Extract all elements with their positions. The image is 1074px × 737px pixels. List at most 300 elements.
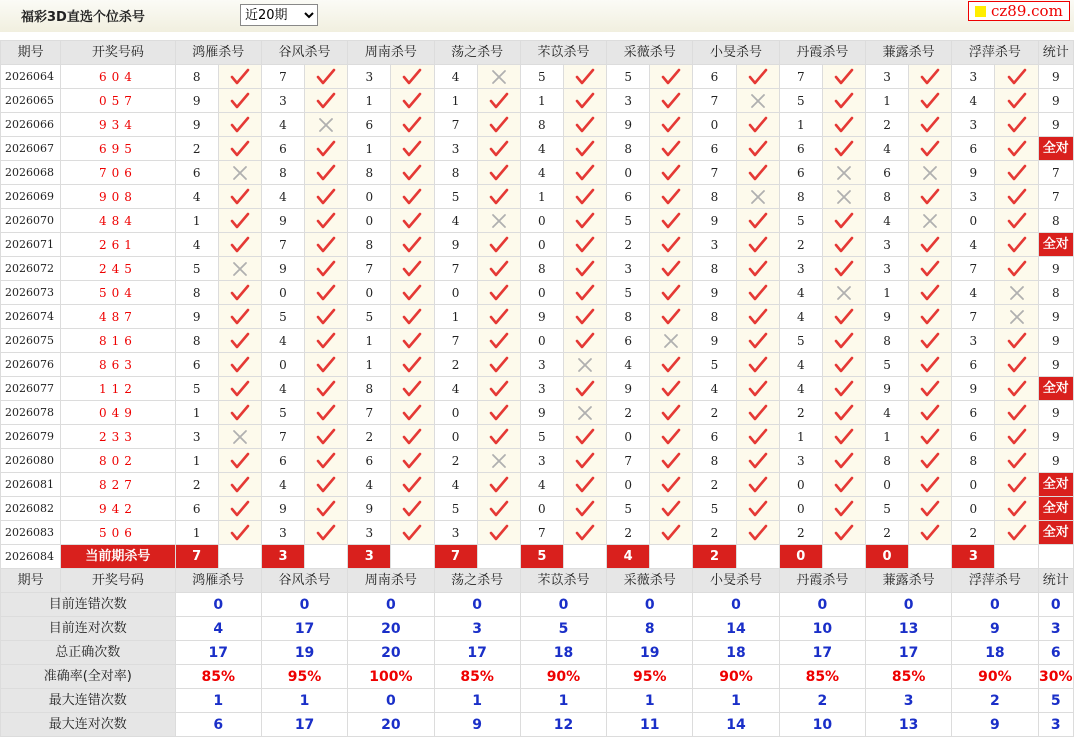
check-icon: [575, 524, 595, 542]
hit-mark-cell: [909, 497, 952, 521]
col-expert-header: 蒹露杀号: [865, 41, 951, 65]
kill-number-cell: 1: [520, 185, 563, 209]
hit-mark-cell: [909, 521, 952, 545]
hit-mark-cell: [650, 281, 693, 305]
kill-number-cell: 9: [175, 89, 218, 113]
check-icon: [230, 140, 250, 158]
site-logo[interactable]: [968, 1, 1070, 21]
kill-number-cell: 3: [779, 257, 822, 281]
hit-mark-cell: [995, 257, 1038, 281]
current-kill-number: 7: [175, 545, 218, 569]
summary-value: 0: [693, 593, 779, 617]
check-icon: [230, 452, 250, 470]
kill-number-cell: 4: [434, 209, 477, 233]
kill-number-cell: 4: [952, 281, 995, 305]
hit-mark-cell: [218, 185, 261, 209]
check-icon: [230, 476, 250, 494]
check-icon: [1007, 236, 1027, 254]
hit-mark-cell: [822, 497, 865, 521]
check-icon: [575, 164, 595, 182]
kill-number-cell: 6: [607, 329, 650, 353]
check-icon: [230, 404, 250, 422]
cross-icon: [1007, 284, 1027, 302]
table-row: [1, 257, 1074, 281]
hit-mark-cell: [218, 113, 261, 137]
hit-mark-cell: [650, 185, 693, 209]
summary-label: 最大连对次数: [1, 713, 176, 737]
kill-number-cell: 1: [520, 89, 563, 113]
kill-number-cell: 7: [348, 401, 391, 425]
hit-mark-cell: [563, 329, 606, 353]
current-kill-label: 当前期杀号: [61, 545, 175, 569]
check-icon: [575, 452, 595, 470]
hit-mark-cell: [822, 353, 865, 377]
check-icon: [920, 428, 940, 446]
kill-number-cell: 9: [607, 377, 650, 401]
check-icon: [661, 452, 681, 470]
kill-number-cell: 0: [434, 401, 477, 425]
check-icon: [834, 92, 854, 110]
logo-square-icon: [975, 6, 986, 17]
check-icon: [834, 404, 854, 422]
kill-number-cell: 3: [348, 65, 391, 89]
hit-mark-cell: [995, 113, 1038, 137]
issue-cell: 2026067: [1, 137, 61, 161]
kill-number-cell: 4: [952, 233, 995, 257]
hit-mark-cell: [995, 185, 1038, 209]
kill-number-cell: 9: [520, 305, 563, 329]
summary-value: 90%: [952, 665, 1038, 689]
check-icon: [489, 116, 509, 134]
check-icon: [661, 284, 681, 302]
check-icon: [402, 524, 422, 542]
check-icon: [834, 476, 854, 494]
check-icon: [489, 500, 509, 518]
summary-row: [1, 713, 1074, 737]
col-issue-header: 期号: [1, 569, 61, 593]
check-icon: [316, 260, 336, 278]
current-kill-number: 3: [261, 545, 304, 569]
issue-cell: 2026077: [1, 377, 61, 401]
check-icon: [316, 308, 336, 326]
check-icon: [402, 380, 422, 398]
summary-value: 85%: [434, 665, 520, 689]
kill-number-cell: 2: [607, 401, 650, 425]
kill-number-cell: 1: [434, 89, 477, 113]
hit-mark-cell: [218, 233, 261, 257]
check-icon: [575, 140, 595, 158]
hit-mark-cell: [822, 65, 865, 89]
table-row: [1, 137, 1074, 161]
check-icon: [1007, 116, 1027, 134]
cross-icon: [920, 164, 940, 182]
summary-value: 3: [865, 689, 951, 713]
check-icon: [575, 476, 595, 494]
col-stat-header: 统计: [1038, 41, 1073, 65]
col-expert-header: 芣苡杀号: [520, 41, 606, 65]
hit-mark-cell: [305, 161, 348, 185]
kill-number-cell: 0: [520, 497, 563, 521]
kill-number-cell: 6: [952, 425, 995, 449]
kill-number-cell: 7: [607, 449, 650, 473]
kill-number-cell: 5: [175, 257, 218, 281]
stat-cell: 9: [1038, 329, 1073, 353]
hit-mark-cell: [995, 233, 1038, 257]
kill-number-cell: 8: [607, 305, 650, 329]
hit-mark-cell: [391, 281, 434, 305]
summary-value: 17: [175, 641, 261, 665]
kill-number-cell: 0: [520, 281, 563, 305]
kill-number-cell: 4: [261, 113, 304, 137]
issue-cell: 2026073: [1, 281, 61, 305]
check-icon: [748, 524, 768, 542]
summary-value: 1: [175, 689, 261, 713]
kill-number-cell: 4: [434, 473, 477, 497]
draw-number-cell: 802: [61, 449, 175, 473]
kill-number-cell: 0: [261, 353, 304, 377]
kill-number-cell: 9: [175, 113, 218, 137]
issue-cell: 2026071: [1, 233, 61, 257]
miss-mark-cell: [909, 161, 952, 185]
check-icon: [834, 116, 854, 134]
summary-value: 1: [693, 689, 779, 713]
kill-number-cell: 3: [261, 521, 304, 545]
hit-mark-cell: [391, 257, 434, 281]
check-icon: [575, 116, 595, 134]
col-expert-header: 丹霞杀号: [779, 41, 865, 65]
summary-value: 1: [261, 689, 347, 713]
cross-icon: [1007, 308, 1027, 326]
kill-number-cell: 3: [865, 65, 908, 89]
check-icon: [748, 68, 768, 86]
hit-mark-cell: [736, 305, 779, 329]
hit-mark-cell: [391, 449, 434, 473]
check-icon: [402, 308, 422, 326]
check-icon: [316, 428, 336, 446]
hit-mark-cell: [305, 305, 348, 329]
summary-value: 19: [607, 641, 693, 665]
kill-number-cell: 8: [952, 449, 995, 473]
hit-mark-cell: [995, 89, 1038, 113]
check-icon: [575, 68, 595, 86]
kill-number-cell: 8: [520, 257, 563, 281]
miss-mark-cell: [218, 425, 261, 449]
hit-mark-cell: [909, 185, 952, 209]
check-icon: [920, 380, 940, 398]
check-icon: [1007, 164, 1027, 182]
hit-mark-cell: [650, 497, 693, 521]
hit-mark-cell: [391, 377, 434, 401]
hit-mark-cell: [995, 497, 1038, 521]
kill-number-cell: 3: [520, 377, 563, 401]
stat-cell: 9: [1038, 65, 1073, 89]
check-icon: [402, 356, 422, 374]
check-icon: [489, 524, 509, 542]
hit-mark-cell: [477, 377, 520, 401]
check-icon: [661, 356, 681, 374]
issue-cell: 2026078: [1, 401, 61, 425]
hit-mark-cell: [650, 137, 693, 161]
kill-number-cell: 9: [693, 329, 736, 353]
issue-cell: 2026065: [1, 89, 61, 113]
draw-number-cell: 245: [61, 257, 175, 281]
hit-mark-cell: [563, 137, 606, 161]
hit-mark-cell: [477, 521, 520, 545]
kill-number-cell: 8: [520, 113, 563, 137]
check-icon: [575, 428, 595, 446]
kill-number-cell: 5: [865, 497, 908, 521]
kill-number-cell: 4: [779, 305, 822, 329]
hit-mark-cell: [822, 257, 865, 281]
stat-cell: 9: [1038, 425, 1073, 449]
summary-stat-value: 3: [1038, 713, 1073, 737]
check-icon: [316, 164, 336, 182]
col-issue-header: 期号: [1, 41, 61, 65]
hit-mark-cell: [822, 521, 865, 545]
check-icon: [1007, 404, 1027, 422]
miss-mark-cell: [995, 305, 1038, 329]
hit-mark-cell: [736, 449, 779, 473]
hit-mark-cell: [563, 113, 606, 137]
hit-mark-cell: [477, 281, 520, 305]
kill-number-cell: 1: [865, 425, 908, 449]
hit-mark-cell: [650, 161, 693, 185]
summary-value: 19: [261, 641, 347, 665]
check-icon: [1007, 356, 1027, 374]
kill-number-cell: 8: [779, 185, 822, 209]
kill-number-cell: 4: [779, 281, 822, 305]
hit-mark-cell: [218, 281, 261, 305]
summary-value: 6: [175, 713, 261, 737]
check-icon: [316, 380, 336, 398]
kill-number-cell: 3: [520, 449, 563, 473]
table-row: [1, 521, 1074, 545]
col-expert-header: 周南杀号: [348, 41, 434, 65]
check-icon: [834, 140, 854, 158]
draw-number-cell: 233: [61, 425, 175, 449]
check-icon: [402, 332, 422, 350]
kill-number-cell: 5: [261, 401, 304, 425]
check-icon: [1007, 500, 1027, 518]
kill-number-cell: 3: [865, 257, 908, 281]
check-icon: [575, 500, 595, 518]
issue-cell: 2026064: [1, 65, 61, 89]
summary-value: 20: [348, 641, 434, 665]
miss-mark-cell: [650, 329, 693, 353]
check-icon: [230, 116, 250, 134]
kill-number-cell: 1: [175, 449, 218, 473]
hit-mark-cell: [822, 113, 865, 137]
hit-mark-cell: [650, 305, 693, 329]
check-icon: [920, 140, 940, 158]
check-icon: [316, 356, 336, 374]
check-icon: [316, 92, 336, 110]
check-icon: [920, 260, 940, 278]
summary-value: 18: [952, 641, 1038, 665]
kill-number-cell: 2: [607, 233, 650, 257]
summary-value: 1: [520, 689, 606, 713]
check-icon: [661, 428, 681, 446]
period-select[interactable]: [240, 4, 318, 26]
col-stat-header: 统计: [1038, 569, 1073, 593]
check-icon: [661, 140, 681, 158]
check-icon: [316, 284, 336, 302]
issue-cell: 2026074: [1, 305, 61, 329]
kill-number-cell: 9: [261, 497, 304, 521]
kill-number-cell: 4: [520, 473, 563, 497]
table-row: [1, 377, 1074, 401]
col-expert-header: 谷风杀号: [261, 41, 347, 65]
summary-value: 5: [520, 617, 606, 641]
check-icon: [230, 236, 250, 254]
hit-mark-cell: [218, 353, 261, 377]
check-icon: [316, 476, 336, 494]
hit-mark-cell: [563, 161, 606, 185]
col-expert-header: 蒹露杀号: [865, 569, 951, 593]
hit-mark-cell: [218, 473, 261, 497]
col-expert-header: 荡之杀号: [434, 41, 520, 65]
stat-cell: 8: [1038, 281, 1073, 305]
check-icon: [834, 356, 854, 374]
summary-row: [1, 665, 1074, 689]
summary-stat-value: 6: [1038, 641, 1073, 665]
current-kill-number: 7: [434, 545, 477, 569]
summary-value: 0: [434, 593, 520, 617]
hit-mark-cell: [736, 497, 779, 521]
kill-number-cell: 5: [865, 353, 908, 377]
table-row: [1, 113, 1074, 137]
check-icon: [661, 500, 681, 518]
kill-number-cell: 7: [434, 329, 477, 353]
summary-value: 17: [261, 713, 347, 737]
hit-mark-cell: [218, 65, 261, 89]
check-icon: [661, 164, 681, 182]
check-icon: [661, 524, 681, 542]
hit-mark-cell: [391, 161, 434, 185]
table-row: [1, 305, 1074, 329]
hit-mark-cell: [218, 521, 261, 545]
current-kill-number: 0: [865, 545, 908, 569]
hit-mark-cell: [736, 257, 779, 281]
kill-number-cell: 3: [175, 425, 218, 449]
hit-mark-cell: [305, 353, 348, 377]
cross-icon: [230, 428, 250, 446]
hit-mark-cell: [909, 113, 952, 137]
summary-value: 13: [865, 617, 951, 641]
summary-value: 9: [952, 713, 1038, 737]
kill-number-cell: 8: [348, 161, 391, 185]
kill-number-cell: 6: [865, 161, 908, 185]
kill-number-cell: 5: [434, 497, 477, 521]
check-icon: [230, 188, 250, 206]
kill-number-cell: 3: [865, 233, 908, 257]
hit-mark-cell: [995, 473, 1038, 497]
kill-number-cell: 5: [261, 305, 304, 329]
hit-mark-cell: [391, 401, 434, 425]
issue-cell: 2026082: [1, 497, 61, 521]
kill-number-cell: 2: [779, 233, 822, 257]
stat-cell: 9: [1038, 113, 1073, 137]
check-icon: [316, 332, 336, 350]
kill-number-cell: 9: [261, 257, 304, 281]
check-icon: [316, 140, 336, 158]
col-expert-header: 鸿雁杀号: [175, 41, 261, 65]
check-icon: [748, 404, 768, 422]
kill-number-cell: 2: [434, 353, 477, 377]
check-icon: [920, 500, 940, 518]
full-correct-badge: 全对: [1038, 377, 1073, 401]
check-icon: [834, 380, 854, 398]
draw-number-cell: 506: [61, 521, 175, 545]
kill-number-cell: 5: [520, 65, 563, 89]
summary-value: 2: [952, 689, 1038, 713]
check-icon: [230, 500, 250, 518]
check-icon: [834, 212, 854, 230]
kill-number-cell: 2: [175, 137, 218, 161]
hit-mark-cell: [563, 185, 606, 209]
check-icon: [402, 140, 422, 158]
check-icon: [402, 284, 422, 302]
kill-number-cell: 8: [175, 281, 218, 305]
check-icon: [230, 212, 250, 230]
kill-number-cell: 0: [434, 281, 477, 305]
hit-mark-cell: [563, 65, 606, 89]
kill-number-cell: 1: [175, 209, 218, 233]
check-icon: [402, 452, 422, 470]
summary-value: 0: [952, 593, 1038, 617]
summary-value: 1: [434, 689, 520, 713]
hit-mark-cell: [822, 425, 865, 449]
summary-row: [1, 617, 1074, 641]
kill-number-cell: 4: [261, 185, 304, 209]
cross-icon: [748, 188, 768, 206]
hit-mark-cell: [736, 353, 779, 377]
kill-number-cell: 7: [952, 257, 995, 281]
check-icon: [834, 308, 854, 326]
summary-value: 0: [520, 593, 606, 617]
hit-mark-cell: [909, 473, 952, 497]
hit-mark-cell: [822, 473, 865, 497]
check-icon: [489, 92, 509, 110]
draw-number-cell: 484: [61, 209, 175, 233]
check-icon: [748, 212, 768, 230]
hit-mark-cell: [650, 233, 693, 257]
hit-mark-cell: [305, 89, 348, 113]
kill-number-cell: 4: [865, 209, 908, 233]
hit-mark-cell: [391, 89, 434, 113]
summary-row: [1, 689, 1074, 713]
check-icon: [920, 284, 940, 302]
kill-number-cell: 0: [607, 473, 650, 497]
issue-cell: 2026076: [1, 353, 61, 377]
hit-mark-cell: [218, 329, 261, 353]
draw-number-cell: 934: [61, 113, 175, 137]
current-empty-cell: [218, 545, 261, 569]
kill-number-cell: 6: [607, 185, 650, 209]
check-icon: [920, 92, 940, 110]
current-empty-cell: [650, 545, 693, 569]
hit-mark-cell: [909, 281, 952, 305]
check-icon: [661, 68, 681, 86]
draw-number-cell: 695: [61, 137, 175, 161]
kill-number-cell: 3: [434, 137, 477, 161]
col-draw-header: 开奖号码: [61, 569, 175, 593]
kill-number-cell: 0: [779, 497, 822, 521]
check-icon: [489, 284, 509, 302]
issue-cell: 2026075: [1, 329, 61, 353]
check-icon: [402, 476, 422, 494]
kill-number-cell: 7: [693, 89, 736, 113]
